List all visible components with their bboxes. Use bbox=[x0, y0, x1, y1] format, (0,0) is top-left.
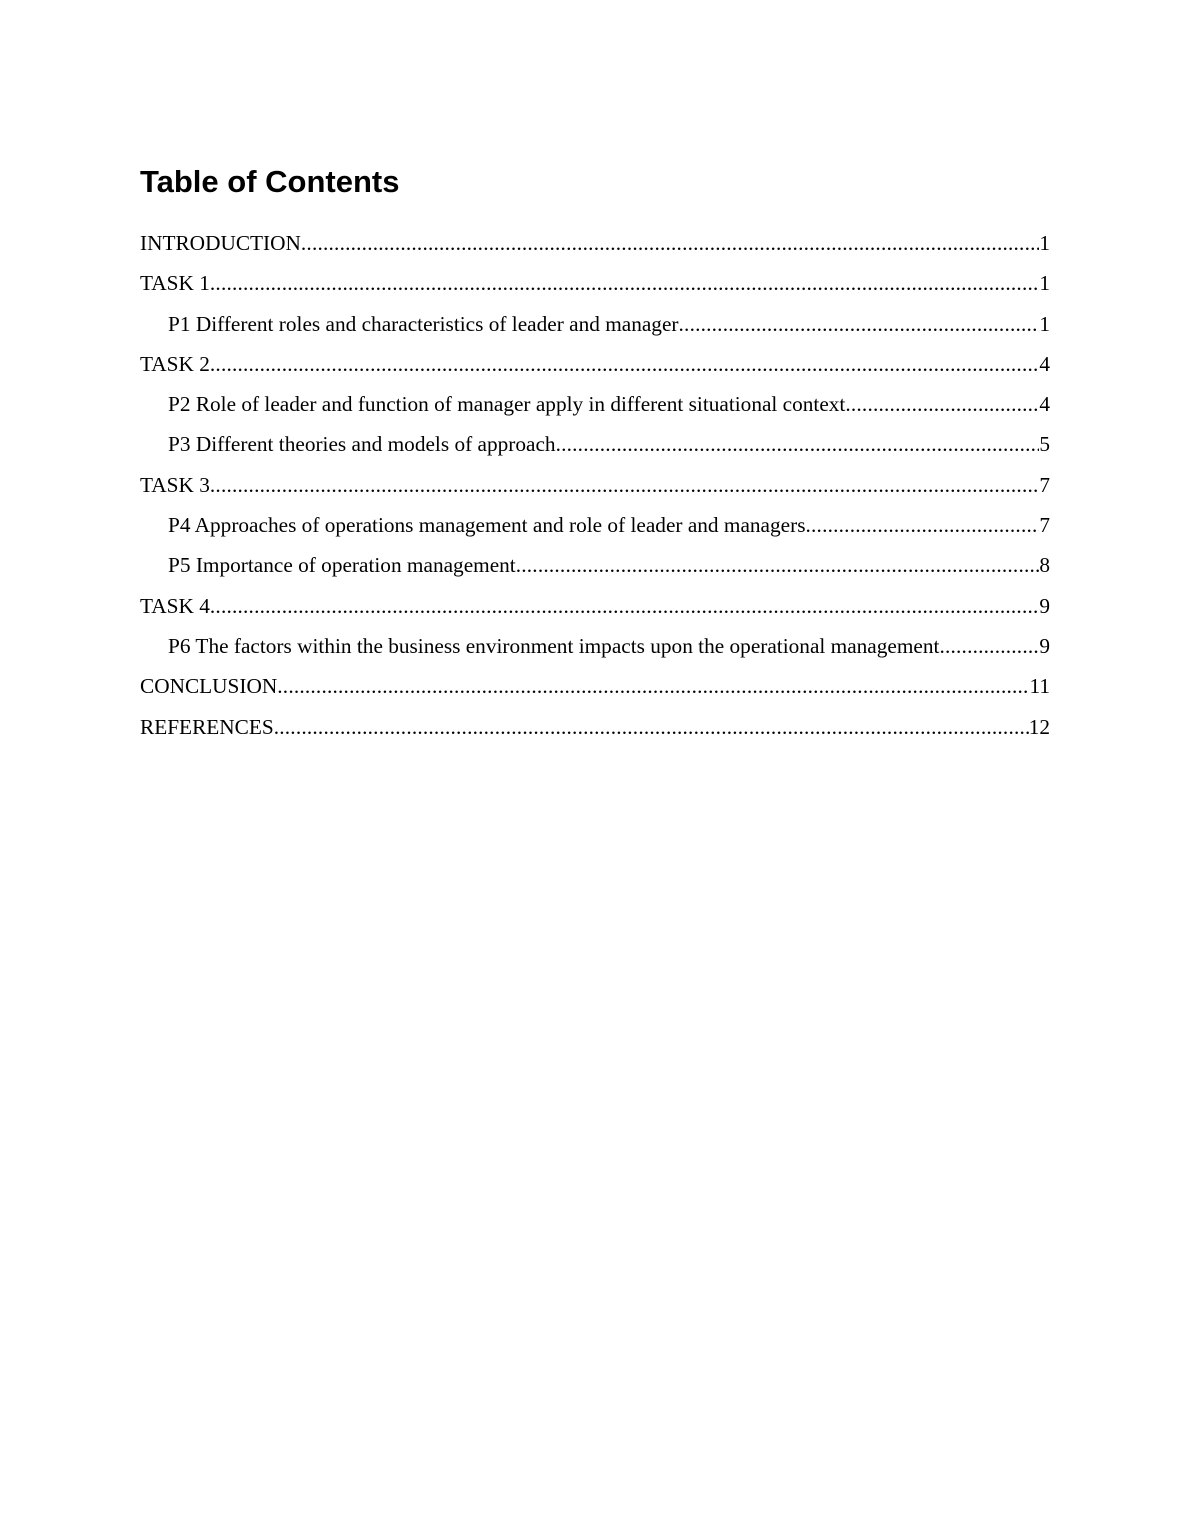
toc-entry-p4[interactable] bbox=[140, 505, 1050, 545]
toc-entry-text: P5 Importance of operation management bbox=[168, 553, 516, 578]
toc-page-number: 7 bbox=[1039, 513, 1050, 538]
toc-page-number: 1 bbox=[1039, 271, 1050, 296]
toc-entry-p3[interactable] bbox=[140, 424, 1050, 464]
toc-entry-text: TASK 4 bbox=[140, 593, 210, 618]
toc-dot-leader bbox=[939, 626, 1039, 666]
toc-dot-leader bbox=[679, 304, 1040, 344]
toc-entry-task-4[interactable] bbox=[140, 586, 1050, 626]
toc-dot-leader bbox=[210, 465, 1039, 505]
toc-entry-text: TASK 3 bbox=[140, 472, 210, 497]
toc-entry-task-1[interactable] bbox=[140, 263, 1050, 303]
toc-dot-leader bbox=[210, 263, 1039, 303]
toc-dot-leader bbox=[210, 344, 1039, 384]
toc-page-number: 1 bbox=[1039, 311, 1050, 336]
toc-dot-leader bbox=[516, 545, 1040, 585]
toc-dot-leader bbox=[274, 707, 1029, 747]
toc-entry-text: TASK 2 bbox=[140, 351, 210, 376]
toc-entry-text: TASK 1 bbox=[140, 271, 210, 296]
toc-page-number: 7 bbox=[1039, 472, 1050, 497]
toc-entry-references[interactable] bbox=[140, 707, 1050, 747]
toc-page-number: 9 bbox=[1039, 633, 1050, 658]
toc-dot-leader bbox=[845, 384, 1039, 424]
toc-entry-text: P2 Role of leader and function of manager apply in different situational context bbox=[168, 392, 846, 417]
toc-page-number: 1 bbox=[1039, 231, 1050, 255]
toc-page-number: 4 bbox=[1039, 351, 1050, 376]
toc-page-number: 12 bbox=[1028, 714, 1050, 739]
toc-entry-text: P1 Different roles and characteristics of leader and manager bbox=[168, 311, 679, 336]
toc-entry-text: CONCLUSION bbox=[140, 674, 278, 699]
toc-dot-leader bbox=[277, 666, 1029, 706]
toc-list bbox=[140, 223, 1050, 747]
toc-entry-introduction[interactable] bbox=[140, 223, 1050, 263]
toc-entry-task-2[interactable] bbox=[140, 344, 1050, 384]
toc-entry-conclusion[interactable] bbox=[140, 666, 1050, 706]
toc-dot-leader bbox=[556, 424, 1040, 464]
toc-heading: Table of Contents bbox=[140, 164, 400, 199]
toc-page-number: 9 bbox=[1039, 593, 1050, 618]
toc-entry-p6[interactable] bbox=[140, 626, 1050, 666]
toc-entry-text: P3 Different theories and models of approach bbox=[168, 432, 556, 457]
toc-page-number: 5 bbox=[1039, 432, 1050, 457]
toc-entry-text: REFERENCES bbox=[140, 714, 274, 739]
toc-dot-leader bbox=[210, 586, 1039, 626]
toc-page-number: 11 bbox=[1029, 674, 1050, 699]
toc-dot-leader bbox=[301, 223, 1039, 263]
toc-page-number: 4 bbox=[1039, 392, 1050, 417]
toc-entry-p1[interactable] bbox=[140, 304, 1050, 344]
toc-entry-task-3[interactable] bbox=[140, 465, 1050, 505]
toc-entry-text: INTRODUCTION bbox=[140, 231, 301, 255]
toc-entry-p5[interactable] bbox=[140, 545, 1050, 585]
toc-entry-p2[interactable] bbox=[140, 384, 1050, 424]
toc-dot-leader bbox=[806, 505, 1040, 545]
toc-entry-text: P4 Approaches of operations management and role of leader and managers bbox=[168, 513, 806, 538]
toc-page-number: 8 bbox=[1039, 553, 1050, 578]
toc-entry-text: P6 The factors within the business environment impacts upon the operational management bbox=[168, 633, 940, 658]
